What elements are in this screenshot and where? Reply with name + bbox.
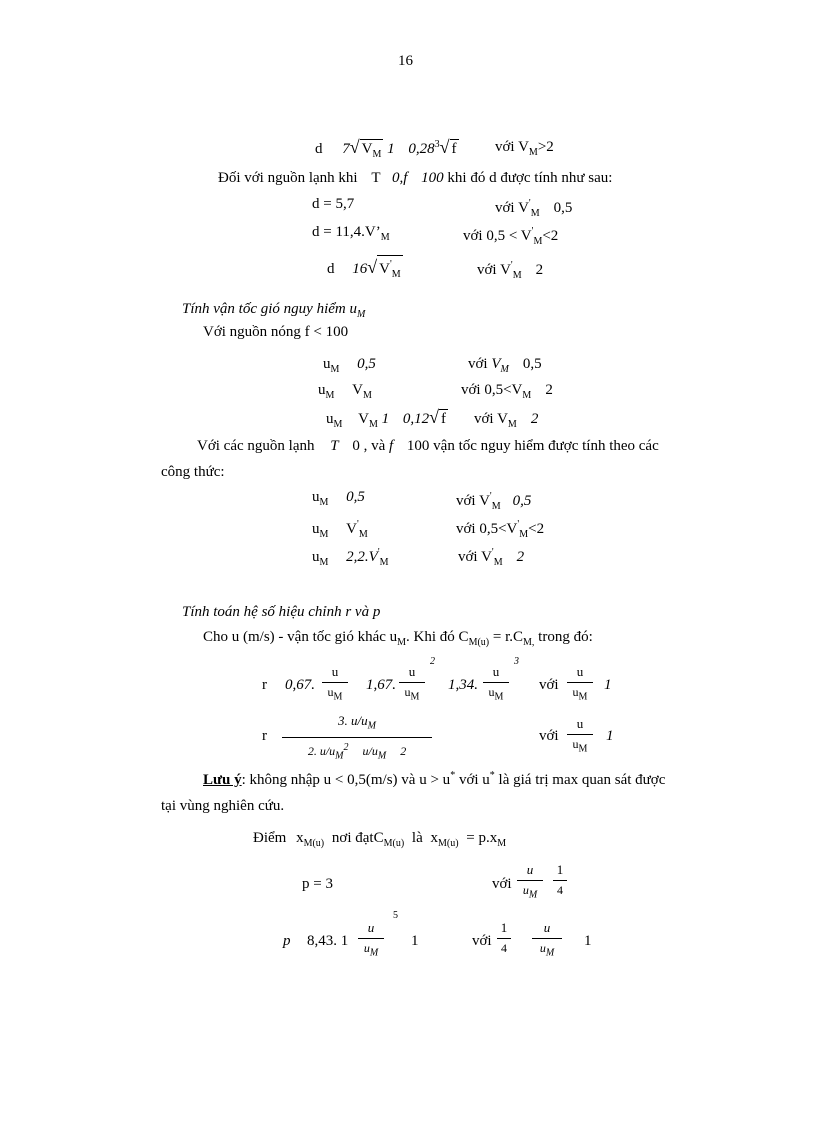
- p2-tail: 1: [584, 933, 592, 949]
- fraction-bar: [399, 682, 425, 683]
- numerator: 1: [500, 920, 508, 935]
- fraction-bar: [553, 880, 567, 881]
- rhs: 2,2.V: [346, 549, 378, 565]
- denominator: [282, 740, 432, 763]
- cond-text: với V: [495, 139, 529, 155]
- condition: [495, 138, 554, 162]
- cond-tail: 2: [516, 549, 525, 565]
- fraction-u-um: [358, 920, 384, 960]
- intro-tail: khi đó d được tính như sau:: [447, 170, 613, 186]
- hot1-cond: [468, 355, 542, 379]
- sub: M,: [523, 637, 535, 648]
- fraction-u-um: [532, 920, 562, 960]
- rhs: 0,5: [357, 356, 376, 372]
- case3-lhs: [327, 255, 403, 284]
- note-line2: tại vùng nghiên cứu.: [161, 798, 285, 814]
- term-coef: 0,28: [408, 141, 435, 157]
- var-v: V: [491, 356, 501, 372]
- sqrt-operand: [377, 255, 403, 284]
- sqrt-icon: √: [367, 257, 378, 277]
- r2-cond: với: [539, 728, 559, 744]
- fraction-r2: [282, 713, 432, 763]
- p2-lhs: p: [283, 933, 291, 949]
- sup: ': [517, 519, 520, 530]
- p1-lhs: p = 3: [302, 876, 333, 892]
- sub: M: [333, 419, 343, 430]
- sup: ': [510, 260, 513, 271]
- point-line: [253, 829, 506, 853]
- intro-0: 0,f: [392, 170, 408, 186]
- var-x: x: [296, 830, 304, 846]
- formula-d-hot: [315, 136, 459, 164]
- exp-2: 2: [430, 656, 435, 667]
- cold3-cond: [458, 544, 524, 572]
- sub: M: [497, 838, 507, 849]
- sup: ': [357, 519, 359, 530]
- sqrt-operand: f: [441, 411, 447, 427]
- fraction-bar: [567, 682, 593, 683]
- sup: ': [528, 198, 531, 209]
- cold-sources-line2: công thức:: [161, 464, 225, 480]
- sub: M: [330, 364, 340, 375]
- den-var: u: [327, 685, 334, 699]
- sub: M: [356, 309, 366, 320]
- p2-cond: với: [472, 933, 492, 949]
- rhs: V: [358, 411, 369, 427]
- sub: M: [512, 270, 522, 281]
- p2-exp: 5: [393, 910, 398, 921]
- text: 100 vận tốc nguy hiểm được tính theo các: [406, 438, 659, 454]
- p2-b: 1: [411, 933, 419, 949]
- sub: M: [319, 497, 329, 508]
- lhs: u: [318, 382, 326, 398]
- lhs-text: d: [327, 261, 335, 277]
- r2-lhs: r: [262, 728, 267, 744]
- section-heading-um: [182, 300, 365, 324]
- denominator: [322, 685, 348, 704]
- cond-text: với V: [456, 493, 490, 509]
- cube-index: 3: [434, 139, 440, 150]
- sub: M: [545, 947, 555, 959]
- cold1-cond: [456, 488, 531, 516]
- lhs-text: d = 11,4.V’: [312, 224, 381, 240]
- rhs: V: [352, 382, 363, 398]
- sub: M: [578, 743, 588, 755]
- fraction-bar: [282, 737, 432, 738]
- cold-sources-line: [197, 437, 659, 455]
- sub: M: [578, 691, 588, 703]
- sub: M: [528, 147, 538, 158]
- sub: M: [325, 390, 335, 401]
- den-c: 2: [400, 743, 407, 758]
- intro-text: Đối với nguồn lạnh khi: [218, 170, 358, 186]
- intro-100: 100: [421, 170, 444, 186]
- r1-c2: 1,67.: [366, 677, 396, 693]
- sup: ': [389, 259, 392, 270]
- cond-text: với 0,5 < V: [463, 228, 532, 244]
- sub: M: [319, 557, 329, 568]
- formula-lhs: d: [315, 141, 323, 157]
- lhs: u: [323, 356, 331, 372]
- text: là: [411, 830, 423, 846]
- sup: ': [489, 491, 492, 502]
- den-var: u: [488, 685, 495, 699]
- numerator: u: [543, 920, 551, 935]
- sub: M: [335, 749, 344, 761]
- den-var: u: [363, 941, 370, 955]
- fraction-u-um: [399, 664, 425, 704]
- denominator: [517, 883, 543, 902]
- text: Với các nguồn lạnh: [197, 438, 315, 454]
- var-T: T: [371, 170, 381, 186]
- r1-cond-tail: 1: [604, 677, 612, 693]
- sub: M: [519, 529, 529, 540]
- hot2-lhs: [318, 381, 372, 405]
- rp-intro: [203, 628, 593, 652]
- sup: ': [531, 226, 534, 237]
- text: 0 , và: [352, 438, 386, 454]
- sup: *: [450, 770, 456, 781]
- case1-lhs: d = 5,7: [312, 196, 355, 212]
- cond-tail: <2: [528, 521, 545, 537]
- sub: M: [363, 390, 372, 401]
- fraction-u-um: [322, 664, 348, 704]
- var-f: f: [389, 438, 394, 454]
- note-text: với u: [455, 772, 490, 788]
- numerator: u: [408, 664, 416, 679]
- coef: 16: [352, 261, 368, 277]
- text: Điểm: [253, 830, 287, 846]
- fraction-quarter: [553, 862, 567, 898]
- var-v: V: [379, 261, 390, 277]
- rhs: V: [346, 521, 357, 537]
- fraction-bar: [497, 938, 511, 939]
- numerator: u: [576, 716, 584, 731]
- cond-text: với: [468, 356, 488, 372]
- sub: M: [507, 419, 517, 430]
- sup: ': [377, 547, 380, 558]
- text: Cho u (m/s) - vận tốc gió khác u: [203, 629, 398, 645]
- cond-tail: <2: [542, 228, 559, 244]
- sub: M(u): [468, 637, 490, 648]
- lhs: u: [326, 411, 334, 427]
- cond-text: với V: [495, 200, 529, 216]
- cond-tail: 2: [545, 382, 553, 398]
- fraction-bar: [483, 682, 509, 683]
- cond-tail: >2: [537, 139, 554, 155]
- fraction-bar: [567, 734, 593, 735]
- case1-cond: [495, 195, 572, 223]
- sub: M(u): [383, 838, 405, 849]
- p2-a: 8,43. 1: [307, 933, 349, 949]
- sub: M: [380, 232, 390, 243]
- cold-intro: [218, 169, 612, 187]
- cond-tail: 0,5: [512, 493, 532, 509]
- den-a: 2. u/u: [307, 743, 336, 758]
- lhs: u: [312, 549, 320, 565]
- sqrt-icon: √: [439, 137, 450, 157]
- sub: M: [369, 947, 379, 959]
- cond-text: với V: [474, 411, 508, 427]
- numerator: u: [367, 920, 375, 935]
- note-label: Lưu ý: [203, 772, 242, 788]
- sub: M(u): [437, 838, 459, 849]
- numerator: u: [331, 664, 339, 679]
- cond-tail: 0,5: [553, 200, 573, 216]
- cold1-lhs: [312, 488, 365, 512]
- numerator: u: [492, 664, 500, 679]
- den-var: u: [539, 941, 546, 955]
- sub: M: [494, 691, 504, 703]
- num-text: 3. u/u: [338, 713, 368, 728]
- cond-tail: 0,5: [522, 356, 542, 372]
- lhs: u: [312, 489, 320, 505]
- numerator: 1: [556, 862, 564, 877]
- text: = p.x: [466, 830, 498, 846]
- fraction-bar: [322, 682, 348, 683]
- denominator: [358, 941, 384, 960]
- cond-tail: 2: [535, 262, 544, 278]
- note-text: là giá trị max quan sát được: [494, 772, 666, 788]
- hot1-lhs: [323, 355, 376, 379]
- den-var: u: [522, 883, 529, 897]
- r2-cond-tail: 1: [606, 728, 614, 744]
- section-heading-rp: Tính toán hệ số hiệu chỉnh r và p: [182, 604, 381, 620]
- den-var: u: [572, 737, 579, 751]
- sqrt-operand: [360, 139, 384, 164]
- denominator: [532, 941, 562, 960]
- fraction-bar: [517, 880, 543, 881]
- cond-text: với V: [477, 262, 511, 278]
- fraction-u-um: [517, 862, 543, 902]
- cold2-lhs: [312, 516, 368, 544]
- lhs: u: [312, 521, 320, 537]
- term-one: 1: [381, 411, 390, 427]
- cond-text: với 0,5<V: [461, 382, 523, 398]
- rhs: 0,5: [346, 489, 365, 505]
- sub: M: [500, 364, 509, 375]
- sub: M: [379, 557, 389, 568]
- numerator: [282, 713, 432, 735]
- fraction-u-um: [567, 664, 593, 704]
- sup: 2: [343, 741, 349, 753]
- sub: M(u): [303, 838, 325, 849]
- fraction-bar: [532, 938, 562, 939]
- sub: M: [491, 501, 501, 512]
- hot-source-line: Với nguồn nóng f < 100: [203, 324, 349, 340]
- r1-lhs: r: [262, 677, 267, 693]
- numerator: u: [526, 862, 534, 877]
- cond-tail: 2: [530, 411, 539, 427]
- var-C: C: [373, 830, 384, 846]
- sub: M: [522, 390, 532, 401]
- den-var: u: [404, 685, 411, 699]
- text: . Khi đó C: [406, 629, 469, 645]
- note-text: : không nhập u < 0,5(m/s) và u > u: [241, 772, 451, 788]
- var-T: T: [330, 438, 339, 454]
- sub: M: [377, 749, 387, 761]
- case2-cond: [463, 223, 558, 251]
- heading-text: Tính vận tốc gió nguy hiểm u: [182, 301, 357, 317]
- hot3-cond: [474, 410, 538, 434]
- page-number: 16: [398, 53, 413, 69]
- sqrt-operand: f: [451, 141, 457, 157]
- r1-cond: với: [539, 677, 559, 693]
- sub: M: [530, 208, 540, 219]
- note-line: [203, 767, 665, 789]
- cond-text: với V: [458, 549, 492, 565]
- denominator: 4: [501, 941, 507, 955]
- hot3-lhs: [326, 408, 448, 434]
- denominator: [567, 685, 593, 704]
- sub: M: [372, 149, 382, 160]
- text: trong đó:: [534, 629, 593, 645]
- term-one: 1: [387, 141, 395, 157]
- sub: M: [333, 691, 343, 703]
- sub: M: [391, 269, 401, 280]
- numerator: u: [576, 664, 584, 679]
- hot2-cond: [461, 381, 553, 405]
- sup: *: [489, 770, 495, 781]
- sub: M: [319, 529, 329, 540]
- sub: M: [397, 637, 407, 648]
- exp-3: 3: [514, 656, 519, 667]
- formula-coef: 7: [342, 141, 350, 157]
- den-var: u: [572, 685, 579, 699]
- sup: ': [491, 547, 494, 558]
- denominator: 4: [557, 883, 563, 897]
- r1-c1: 0,67.: [285, 677, 315, 693]
- sub: M: [493, 557, 503, 568]
- fraction-u-um: [483, 664, 509, 704]
- var-x: x: [430, 830, 438, 846]
- sub: M: [367, 720, 376, 732]
- sqrt-icon: √: [429, 407, 440, 427]
- sub: M: [533, 236, 543, 247]
- sub: M: [358, 529, 368, 540]
- var-v: V: [361, 141, 373, 157]
- text: = r.C: [489, 629, 524, 645]
- case2-lhs: [312, 223, 390, 247]
- cold2-cond: [456, 516, 544, 544]
- sub: M: [369, 419, 378, 430]
- denominator: [399, 685, 425, 704]
- fraction-u-um: [567, 716, 593, 756]
- denominator: [567, 737, 593, 756]
- r1-c3: 1,34.: [448, 677, 478, 693]
- sub: M: [410, 691, 420, 703]
- den-b: u/u: [362, 743, 378, 758]
- denominator: [483, 685, 509, 704]
- fraction-bar: [358, 938, 384, 939]
- fraction-quarter: [497, 920, 511, 956]
- sqrt-icon: √: [349, 137, 360, 157]
- sub: M: [528, 889, 538, 901]
- case3-cond: [477, 257, 543, 285]
- text: nơi đạt: [331, 830, 374, 846]
- p1-cond: với: [492, 876, 512, 892]
- term-coef: 0,12: [402, 411, 430, 427]
- cold3-lhs: [312, 544, 389, 572]
- cond-text: với 0,5<V: [456, 521, 518, 537]
